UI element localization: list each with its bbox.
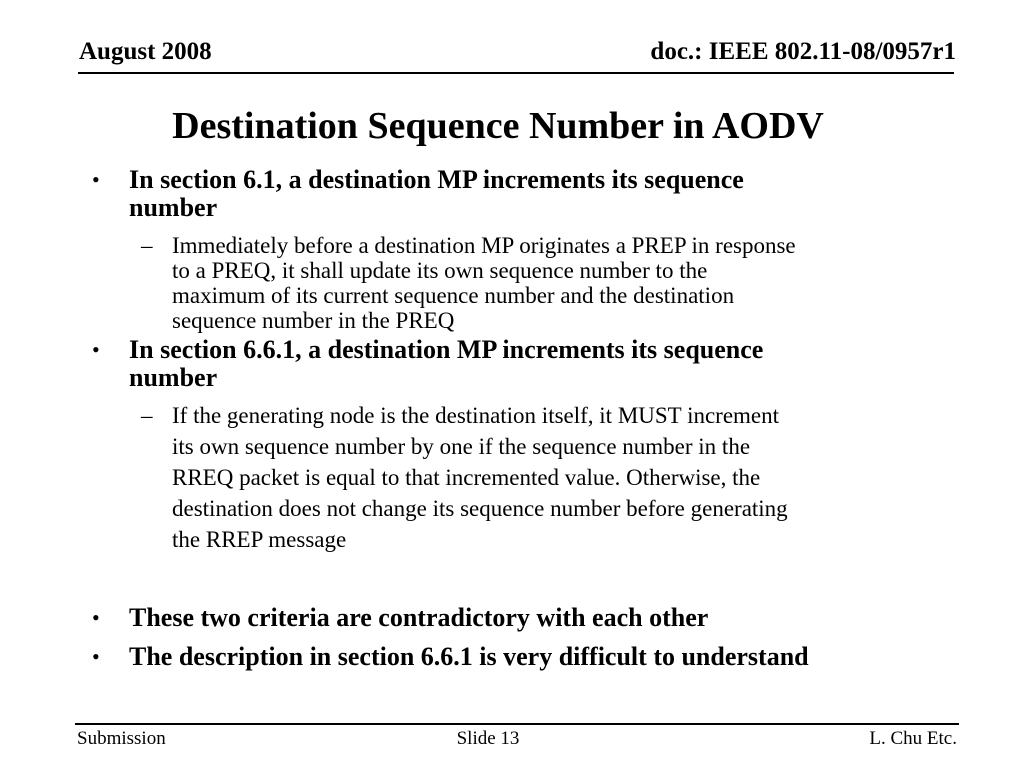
bullet-dot-marker: • [92, 167, 100, 192]
bullet-line: number [129, 363, 218, 392]
bullet-line: maximum of its current sequence number and the destination [172, 283, 735, 308]
footer-submission: Submission [77, 728, 166, 749]
bullet-line: If the generating node is the destination itself, it MUST increment [172, 403, 780, 428]
bullet-line: the RREP message [172, 527, 347, 552]
bullet-line: destination does not change its sequence number before generating [172, 496, 788, 521]
bullet-line: number [129, 193, 218, 222]
bullet-text [129, 336, 763, 392]
bullet-contradictory [92, 604, 708, 632]
bullet-section-6-1 [92, 166, 744, 222]
bullet-line: RREQ packet is equal to that incremented value. Otherwise, the [172, 465, 761, 490]
footer-author: L. Chu Etc. [869, 728, 957, 749]
bullet-line: These two criteria are contradictory with each other [129, 603, 709, 632]
footer-slide-number: Slide 13 [456, 728, 520, 749]
subbullet-text [172, 400, 788, 555]
subbullet-prep-preq [141, 233, 796, 333]
header-rule [78, 72, 954, 74]
dash-marker: – [141, 233, 153, 258]
header-date: August 2008 [79, 38, 212, 65]
bullet-line: its own sequence number by one if the sequence number in the [172, 434, 751, 459]
bullet-dot-marker: • [92, 644, 100, 669]
subbullet-rreq-rrep [141, 400, 788, 555]
bullet-dot-marker: • [92, 337, 100, 362]
bullet-line: to a PREQ, it shall update its own sequence number to the [172, 258, 708, 283]
bullet-text [129, 604, 708, 632]
bullet-line: Immediately before a destination MP originates a PREP in response [172, 233, 796, 258]
subbullet-text [172, 233, 796, 333]
header-doc-number: doc.: IEEE 802.11-08/0957r1 [650, 38, 956, 65]
bullet-text [129, 166, 744, 222]
bullet-line: sequence number in the PREQ [172, 308, 455, 333]
bullet-dot-marker: • [92, 605, 100, 630]
bullet-line: In section 6.6.1, a destination MP increments its sequence [129, 335, 764, 364]
bullet-line: In section 6.1, a destination MP increments its sequence [129, 165, 744, 194]
dash-marker: – [141, 403, 153, 428]
bullet-text [129, 643, 809, 671]
footer-rule [75, 723, 959, 725]
bullet-difficult-to-understand [92, 643, 809, 671]
slide-title: Destination Sequence Number in AODV [172, 105, 824, 147]
bullet-line: The description in section 6.6.1 is very difficult to understand [129, 642, 809, 671]
bullet-section-6-6-1 [92, 336, 763, 392]
